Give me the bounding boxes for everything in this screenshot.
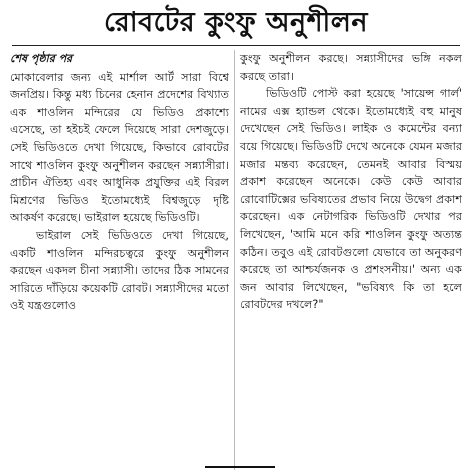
paragraph: মোকাবেলার জন্য এই মার্শাল আর্ট সারা বিশ্বে জনপ্রিয়। কিন্তু মধ্য চিনের হেনান প্রদেশের বিখ্যাত এক শাওলিন মন্দিরের যে ভিডিও প্রকাশ্যে এসেছে, তা হইচই ফেলে দিয়েছে সারা দেশজুড়ে। সেই ভিডিওতে দেখা গিয়েছে, কিভাবে রোবটের সাথে শাওলিন কুংফু অনুশীলন করছেন সন্ন্যাসীরা। প্রাচীন ঐতিহ্য এবং আধুনিক প্রযুক্তির এই বিরল মিশ্রণের ভিডিও ইতোমধ্যেই বিশ্বজুড়ে দৃষ্টি আকর্ষণ করেছে। ভাইরাল হয়েছে ভিডিওটি। <box>10 70 229 225</box>
column-divider <box>234 50 235 470</box>
right-column <box>240 50 462 314</box>
left-column <box>10 50 229 315</box>
paragraph: ভাইরাল সেই ভিডিওতে দেখা গিয়েছে, একটি শাওলিন মন্দিরচত্বরে কুংফু অনুশীলন করছেন একদল চীনা সন্ন্যাসী। তাদের ঠিক সামনের সারিতে দাঁড়িয়ে কয়েকটি রোবট। সন্ন্যাসীদের মতো ওই যন্ত্রগুলোও <box>10 228 229 313</box>
paragraph: ভিডিওটি পোস্ট করা হয়েছে 'সায়েন্স গার্ল' নামের এক্স হ্যান্ডল থেকে। ইতোমধ্যেই বহু মানুষ দেখেছেন সেই ভিডিও। লাইক ও কমেন্টের বন্যা বয়ে গিয়েছে। ভিডিওটি দেখে অনেকে যেমন মজার মজার মন্তব্য করেছেন, তেমনই আবার বিস্ময় প্রকাশ করেছেন অনেকে। কেউ কেউ আবার রোবোটিক্সের ভবিষ্যতের প্রভাব নিয়ে উদ্বেগ প্রকাশ করেছেন। এক নেটাগরিক ভিডিওটি দেখার পর লিখেছেন, 'আমি মনে করি শাওলিন কুংফু অত্যন্ত কঠিন। তবুও এই রোবটগুলো যেভাবে তা অনুকরণ করেছে তা আশ্চর্যজনক ও প্রশংসনীয়।' অন্য এক জন আবার লিখেছেন, "ভবিষ্যৎ কি তা হলে রোবটদের দখলে?" <box>240 87 462 312</box>
bottom-rule <box>205 466 275 468</box>
headline: রোবটের কুংফু অনুশীলন <box>103 7 369 38</box>
continued-from-label: শেষ পৃষ্ঠার পর <box>10 52 73 65</box>
headline-rule <box>12 45 460 46</box>
paragraph: কুংফু অনুশীলন করছে। সন্ন্যাসীদের ভঙ্গি নকল করছে তারা। <box>240 52 462 83</box>
